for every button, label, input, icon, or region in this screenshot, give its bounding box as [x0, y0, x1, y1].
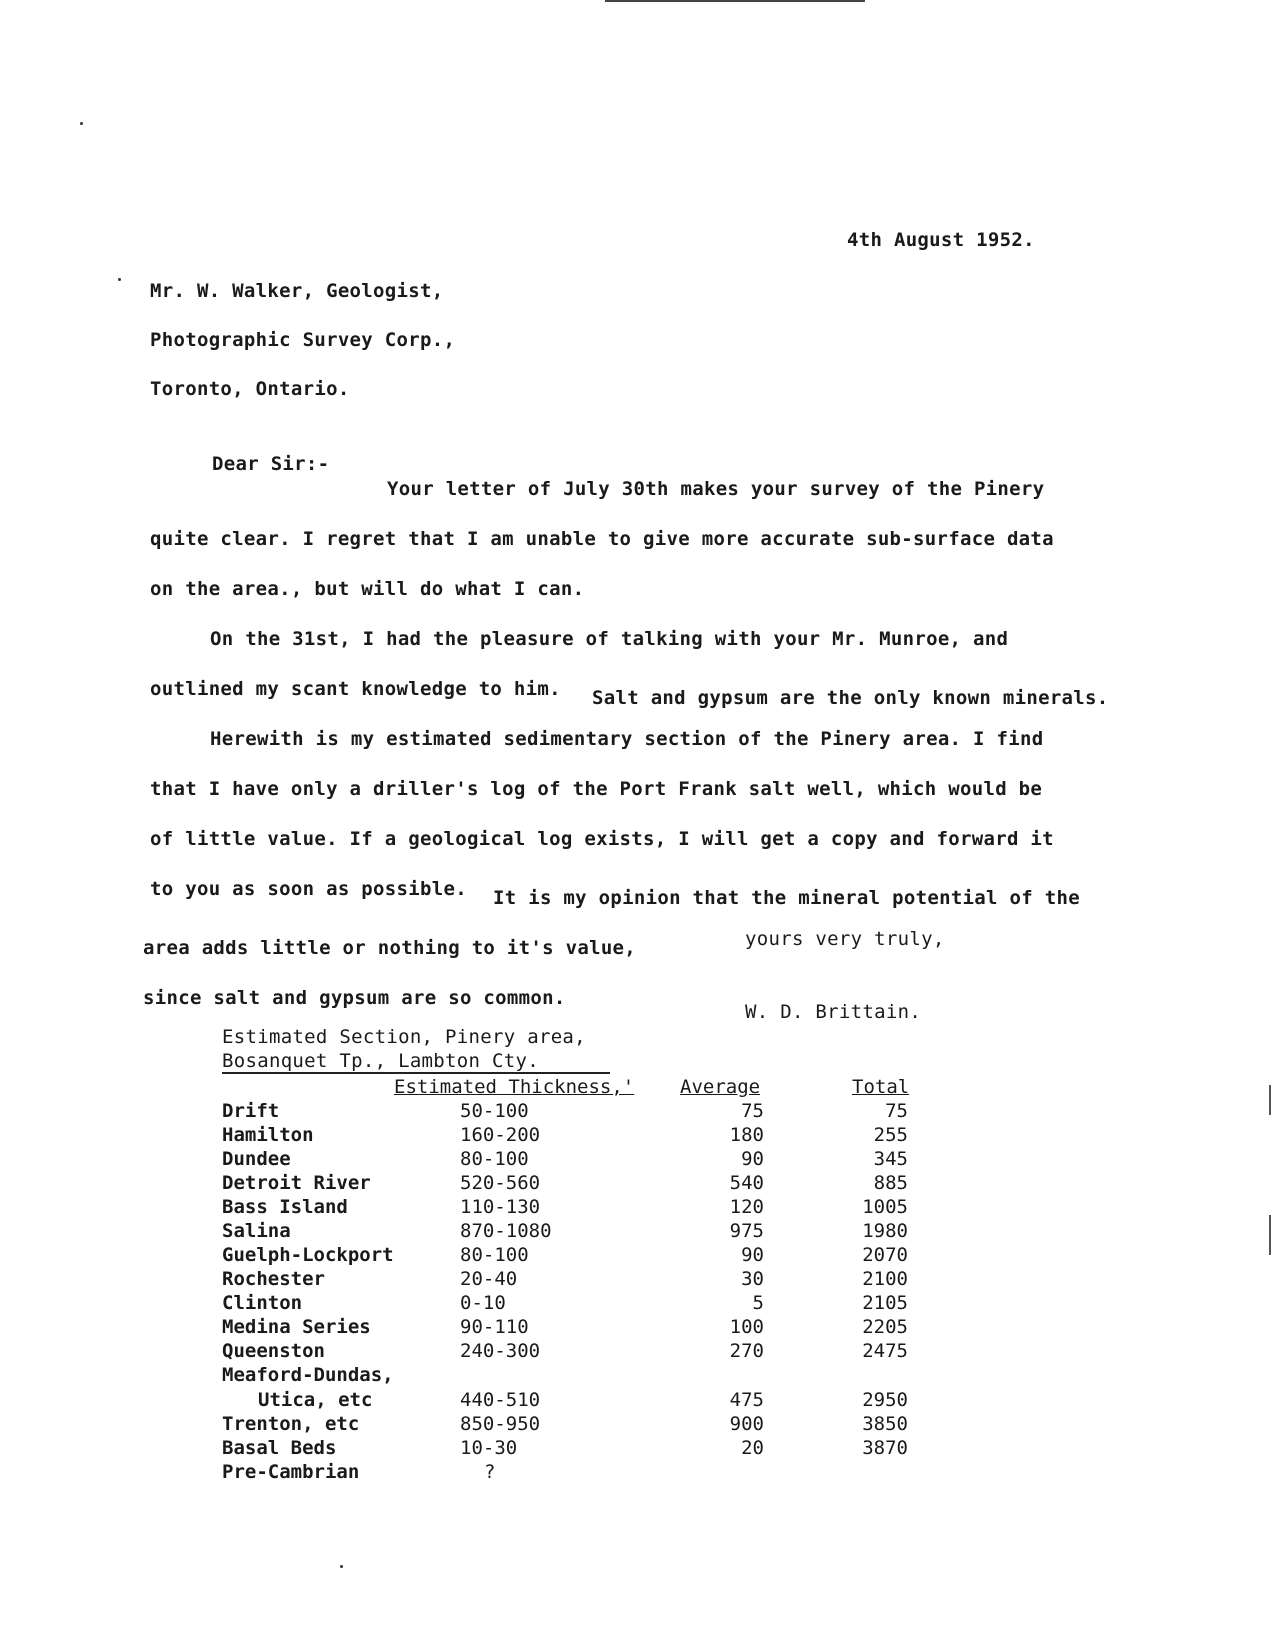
total-depth: 2105 [862, 1292, 908, 1314]
average-thickness: 5 [752, 1292, 764, 1314]
address-line: Toronto, Ontario. [150, 378, 350, 400]
top-edge-rule [605, 0, 865, 2]
section-subtitle: Bosanquet Tp., Lambton Cty. [222, 1050, 539, 1072]
thickness-range: 80-100 [460, 1244, 529, 1266]
body-line: to you as soon as possible. [150, 878, 467, 900]
section-title-underline [222, 1072, 610, 1074]
table-row [222, 1100, 942, 1124]
total-depth: 3870 [862, 1437, 908, 1459]
formation-name: Meaford-Dundas, [222, 1364, 394, 1386]
average-thickness: 120 [729, 1196, 764, 1218]
table-row [222, 1172, 942, 1196]
body-line: area adds little or nothing to it's value, [143, 937, 637, 959]
edge-mark [1269, 1085, 1271, 1115]
average-thickness: 20 [741, 1437, 764, 1459]
total-depth: 3850 [862, 1413, 908, 1435]
total-depth: 2950 [862, 1389, 908, 1411]
average-thickness: 270 [729, 1340, 764, 1362]
thickness-range: 50-100 [460, 1100, 529, 1122]
table-row [222, 1268, 942, 1292]
thickness-range: 160-200 [460, 1124, 541, 1146]
salutation: Dear Sir:- [212, 453, 330, 475]
body-line: on the area., but will do what I can. [150, 578, 585, 600]
table-row [222, 1292, 942, 1316]
speck [340, 1565, 343, 1568]
body-line: On the 31st, I had the pleasure of talking with your Mr. Munroe, and [210, 628, 1009, 650]
average-thickness: 180 [729, 1124, 764, 1146]
speck [118, 278, 121, 281]
total-depth: 2100 [862, 1268, 908, 1290]
average-thickness: 475 [729, 1389, 764, 1411]
thickness-range: ? [484, 1461, 496, 1483]
formation-name: Hamilton [222, 1124, 314, 1146]
body-line: of little value. If a geological log exists, I will get a copy and forward it [150, 828, 1054, 850]
formation-name: Detroit River [222, 1172, 371, 1194]
formation-name: Guelph-Lockport [222, 1244, 394, 1266]
formation-name: Salina [222, 1220, 291, 1242]
thickness-range: 90-110 [460, 1316, 529, 1338]
total-depth: 885 [873, 1172, 908, 1194]
table-row [222, 1461, 942, 1485]
total-depth: 75 [885, 1100, 908, 1122]
average-thickness: 30 [741, 1268, 764, 1290]
thickness-range: 110-130 [460, 1196, 541, 1218]
body-line: Salt and gypsum are the only known minerals. [592, 687, 1109, 709]
formation-name: Medina Series [222, 1316, 371, 1338]
header-total: Total [852, 1076, 910, 1098]
section-title: Estimated Section, Pinery area, [222, 1026, 586, 1048]
average-thickness: 540 [729, 1172, 764, 1194]
average-thickness: 90 [741, 1148, 764, 1170]
table-row [222, 1148, 942, 1172]
speck [80, 122, 83, 125]
formation-name: Queenston [222, 1340, 325, 1362]
body-line: Herewith is my estimated sedimentary section of the Pinery area. I find [210, 728, 1044, 750]
total-depth: 2070 [862, 1244, 908, 1266]
table-row [222, 1220, 942, 1244]
header-thickness: Estimated Thickness,' [394, 1076, 635, 1098]
formation-name: Bass Island [222, 1196, 348, 1218]
average-thickness: 75 [741, 1100, 764, 1122]
table-row [222, 1389, 942, 1413]
body-line: It is my opinion that the mineral potential of the [493, 887, 1080, 909]
thickness-range: 20-40 [460, 1268, 518, 1290]
table-row [222, 1316, 942, 1340]
table-row [222, 1413, 942, 1437]
table-row [222, 1437, 942, 1461]
thickness-range: 10-30 [460, 1437, 518, 1459]
formation-name: Utica, etc [258, 1389, 373, 1411]
thickness-range: 240-300 [460, 1340, 541, 1362]
thickness-range: 870-1080 [460, 1220, 552, 1242]
body-line: Your letter of July 30th makes your survey of the Pinery [387, 478, 1045, 500]
thickness-range: 520-560 [460, 1172, 541, 1194]
header-average: Average [680, 1076, 761, 1098]
total-depth: 345 [873, 1148, 908, 1170]
total-depth: 255 [873, 1124, 908, 1146]
average-thickness: 100 [729, 1316, 764, 1338]
body-line: that I have only a driller's log of the Port Frank salt well, which would be [150, 778, 1043, 800]
body-line: since salt and gypsum are so common. [143, 987, 566, 1009]
total-depth: 1005 [862, 1196, 908, 1218]
total-depth: 2205 [862, 1316, 908, 1338]
total-depth: 1980 [862, 1220, 908, 1242]
thickness-range: 440-510 [460, 1389, 541, 1411]
average-thickness: 975 [729, 1220, 764, 1242]
table-row [222, 1364, 942, 1388]
address-line: Photographic Survey Corp., [150, 329, 456, 351]
letter-date: 4th August 1952. [847, 229, 1035, 251]
thickness-range: 80-100 [460, 1148, 529, 1170]
formation-name: Clinton [222, 1292, 303, 1314]
formation-name: Dundee [222, 1148, 291, 1170]
formation-name: Trenton, etc [222, 1413, 360, 1435]
thickness-range: 0-10 [460, 1292, 506, 1314]
edge-mark [1269, 1215, 1271, 1255]
average-thickness: 90 [741, 1244, 764, 1266]
table-row [222, 1124, 942, 1148]
table-row [222, 1340, 942, 1364]
formation-name: Basal Beds [222, 1437, 337, 1459]
formation-name: Drift [222, 1100, 280, 1122]
thickness-range: 850-950 [460, 1413, 541, 1435]
address-line: Mr. W. Walker, Geologist, [150, 280, 444, 302]
formation-name: Rochester [222, 1268, 325, 1290]
table-row [222, 1196, 942, 1220]
formation-name: Pre-Cambrian [222, 1461, 360, 1483]
table-row [222, 1244, 942, 1268]
average-thickness: 900 [729, 1413, 764, 1435]
total-depth: 2475 [862, 1340, 908, 1362]
body-line: quite clear. I regret that I am unable to give more accurate sub-surface data [150, 528, 1054, 550]
body-line: outlined my scant knowledge to him. [150, 678, 561, 700]
closing: yours very truly, [745, 928, 945, 950]
signature: W. D. Brittain. [745, 1001, 922, 1023]
